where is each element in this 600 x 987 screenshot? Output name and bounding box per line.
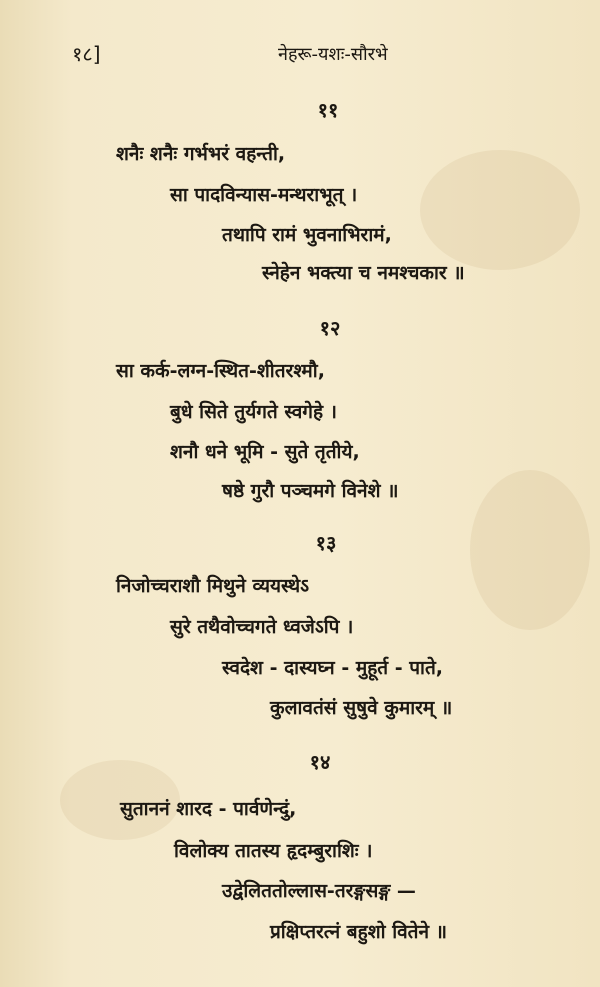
verse-number: १२ <box>319 316 341 340</box>
verse-line: षष्ठे गुरौ पञ्चमगे विनेशे ॥ <box>222 480 399 502</box>
verse-line: सुरे तथैवोच्चगते ध्वजेऽपि । <box>170 616 354 638</box>
verse-line: तथापि रामं भुवनाभिरामं, <box>222 224 392 246</box>
verse-line: सा कर्क-लग्न-स्थित-शीतरश्मौ, <box>116 360 325 382</box>
verse-line: स्नेहेन भक्त्या च नमश्चकार ॥ <box>262 262 465 284</box>
verse-line: स्वदेश - दास्यघ्न - मुहूर्त - पाते, <box>222 657 443 679</box>
verse-line: बुधे सिते तुर्यगते स्वगेहे । <box>170 401 337 423</box>
page-stain <box>470 470 590 630</box>
verse-line: निजोच्चराशौ मिथुने व्ययस्थेऽ <box>116 575 310 597</box>
verse-number: १४ <box>309 750 331 774</box>
verse-line: कुलावतंसं सुषुवे कुमारम् ॥ <box>270 697 453 719</box>
verse-line: उद्वेलिततोल्लास-तरङ्गसङ्ग — <box>222 880 416 902</box>
verse-line: सुताननं शारद - पार्वणेन्दुं, <box>120 798 297 820</box>
verse-line: शनैः शनैः गर्भभरं वहन्ती, <box>116 143 286 165</box>
verse-number: १३ <box>315 531 337 555</box>
running-title: नेहरू-यशः-सौरभे <box>278 44 388 65</box>
verse-number: ११ <box>317 98 339 122</box>
page-stain <box>420 150 580 270</box>
verse-line: विलोक्य तातस्य हृदम्बुराशिः । <box>174 840 373 862</box>
verse-line: प्रक्षिप्तरत्नं बहुशो वितेने ॥ <box>270 921 448 943</box>
page-number: १८] <box>72 42 101 66</box>
verse-line: शनौ धने भूमि - सुते तृतीये, <box>170 441 360 463</box>
verse-line: सा पादविन्यास-मन्थराभूत् । <box>170 184 358 206</box>
